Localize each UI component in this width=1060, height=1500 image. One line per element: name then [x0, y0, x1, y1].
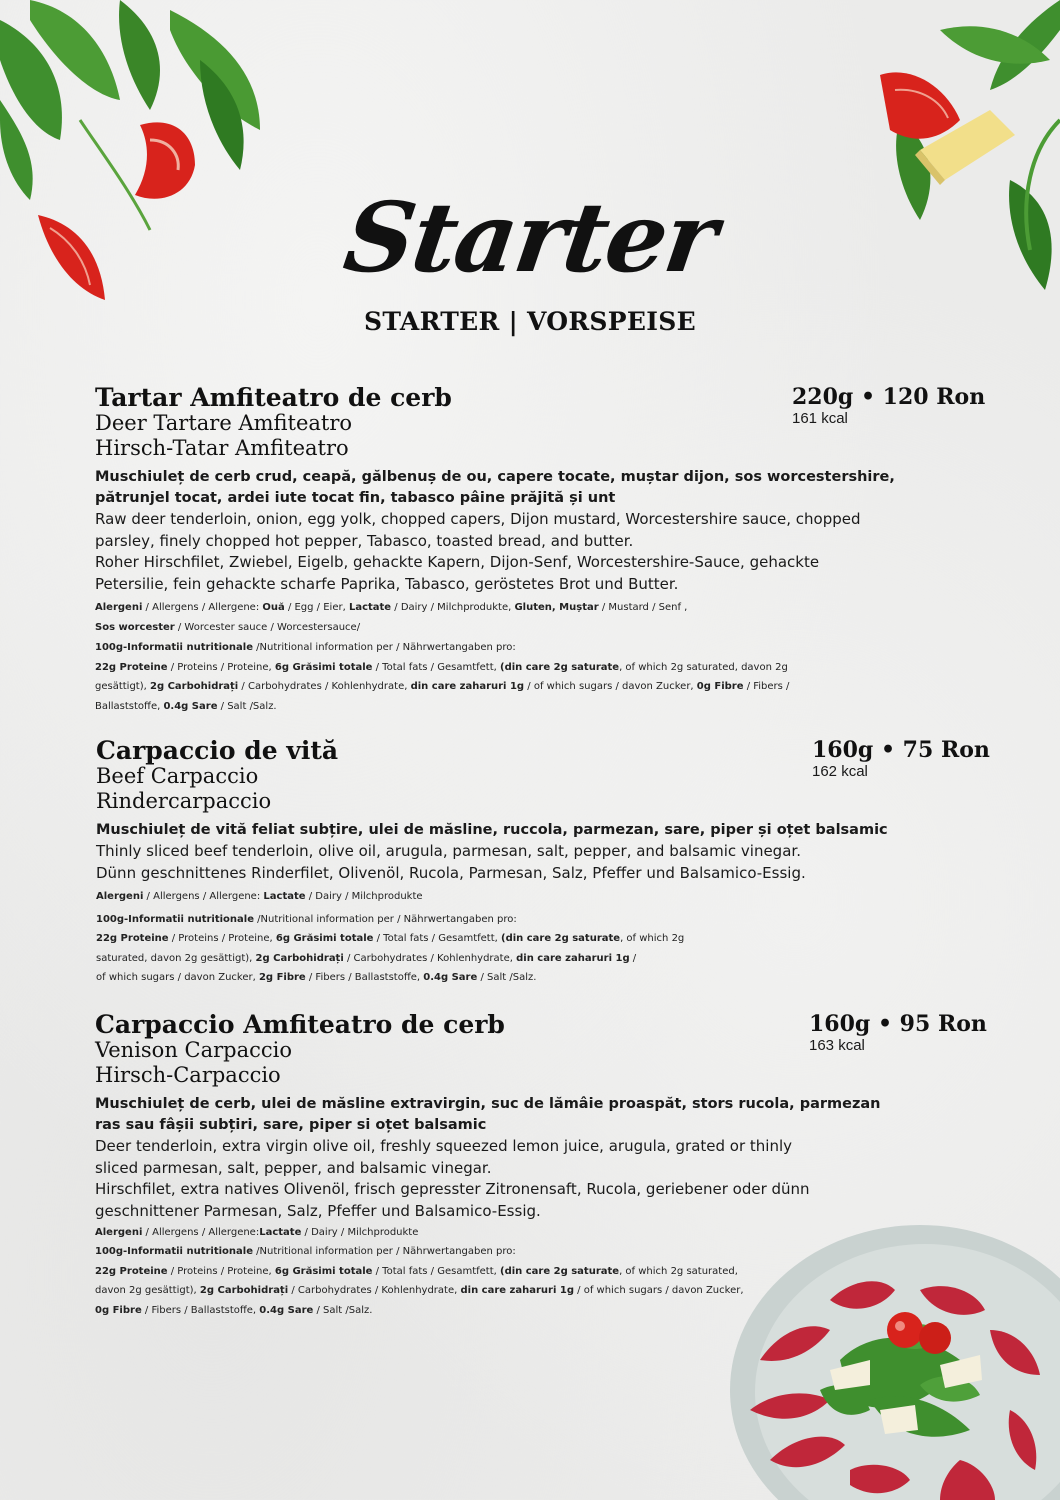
meta-bold-text: 0g Fibre — [95, 1304, 142, 1316]
item-name-ro: Tartar Amfiteatro de cerb — [95, 383, 452, 412]
meta-text: /Nutritional information per / Nährwertangaben pro: — [253, 1246, 516, 1257]
meta-text: / Allergens / Allergene: — [142, 602, 263, 613]
meta-text: / Total fats / Gesamtfett, — [372, 1265, 500, 1277]
meta-text: / Carbohydrates / Kohlenhydrate, — [238, 681, 411, 693]
meta-line — [95, 658, 975, 678]
meta-text: davon 2g gesättigt), — [95, 1285, 200, 1297]
meta-text: / Proteins / Proteine, — [167, 1265, 275, 1277]
meta-text: / Salt /Salz. — [217, 700, 277, 712]
meta-text: / Dairy / Milchprodukte — [301, 1227, 419, 1238]
meta-bold-text: din care zaharuri 1g — [516, 952, 630, 964]
meta-bold-text: 6g Grăsimi totale — [275, 933, 374, 945]
meta-text: Ballaststoffe, — [95, 700, 164, 712]
meta-bold-text: 22g Proteine — [95, 1265, 168, 1277]
item-price: 220g • 120 Ron — [792, 384, 986, 410]
meta-text: / Worcester sauce / Worcestersauce/ — [174, 621, 361, 633]
meta-text: /Nutritional information per / Nährwertangaben pro: — [254, 913, 517, 925]
meta-text: / Carbohydrates / Kohlenhydrate, — [343, 952, 517, 964]
item-description-de: Hirschfilet, extra natives Olivenöl, frisch gepresster Zitronensaft, Rucola, geriebener oder dünn geschnittener Parmesan, Salz, Pfeffer und Balsamico-Essig. — [95, 1180, 810, 1220]
meta-bold-text: Ouă — [262, 602, 285, 613]
meta-line — [96, 929, 976, 949]
meta-bold-text: (din care 2g saturate — [500, 1265, 620, 1277]
item-nutrition — [96, 910, 976, 988]
meta-line — [96, 910, 976, 930]
meta-line — [95, 638, 975, 658]
item-name-ro: Carpaccio de vită — [96, 736, 339, 765]
meta-bold-text: Lactate — [259, 1227, 302, 1238]
meta-bold-text: 2g Carbohidrați — [150, 681, 239, 693]
meta-line — [96, 968, 976, 988]
item-name-de: Hirsch-Tatar Amfiteatro — [95, 436, 349, 460]
meta-line — [95, 1281, 975, 1301]
meta-text: of which sugars / davon Zucker, — [96, 972, 259, 984]
meta-text: , of which 2g saturated, davon 2g — [619, 661, 788, 673]
item-price: 160g • 75 Ron — [812, 737, 990, 763]
meta-line — [95, 1301, 975, 1321]
meta-bold-text: Lactate — [263, 891, 306, 902]
item-price: 160g • 95 Ron — [809, 1011, 987, 1037]
meta-text: / Salt /Salz. — [313, 1304, 373, 1316]
item-price-box — [792, 384, 985, 427]
meta-bold-text: 6g Grăsimi totale — [274, 1265, 373, 1277]
meta-line — [95, 1262, 975, 1282]
page-subtitle: STARTER | VORSPEISE — [364, 307, 696, 336]
meta-line — [96, 949, 976, 969]
meta-bold-text: Lactate — [348, 602, 392, 613]
meta-text: / Mustard / Senf , — [598, 602, 688, 613]
item-price-box — [812, 737, 990, 780]
item-description-en: Thinly sliced beef tenderloin, olive oil, arugula, parmesan, salt, pepper, and balsamic vinegar. — [96, 842, 801, 860]
meta-bold-text: 100g-Informatii nutritionale — [96, 913, 254, 925]
meta-bold-text: 0.4g Sare — [163, 700, 218, 712]
item-description-en: Raw deer tenderloin, onion, egg yolk, chopped capers, Dijon mustard, Worcestershire sauce, chopped parsley, finely chopped hot pepper, Tabasco, toasted bread, and butter. — [95, 510, 861, 550]
item-name-de: Rindercarpaccio — [96, 789, 272, 813]
item-description-de: Roher Hirschfilet, Zwiebel, Eigelb, gehackte Kapern, Dijon-Senf, Worcestershire-Sauce, gehackte Petersilie, fein gehackte scharfe Paprika, Tabasco, geröstetes Brot und Butter. — [95, 553, 820, 593]
meta-bold-text: 22g Proteine — [96, 933, 169, 945]
item-name-en: Beef Carpaccio — [96, 764, 259, 788]
meta-text: / Fibers / — [743, 681, 790, 693]
meta-text: / Total fats / Gesamtfett, — [373, 933, 501, 945]
meta-bold-text: (din care 2g saturate — [500, 661, 620, 673]
meta-bold-text: 100g-Informatii nutritionale — [95, 642, 253, 654]
meta-bold-text: Alergeni — [95, 1227, 143, 1238]
item-description-de: Dünn geschnittenes Rinderfilet, Olivenöl, Rucola, Parmesan, Salz, Pfeffer und Balsamico-Essig. — [96, 863, 806, 882]
meta-text: / Fibers / Ballaststoffe, — [141, 1304, 260, 1316]
item-name-ro: Carpaccio Amfiteatro de cerb — [95, 1010, 505, 1039]
item-allergens — [95, 598, 975, 637]
item-allergens — [96, 887, 976, 907]
meta-bold-text: Alergeni — [95, 602, 143, 613]
meta-bold-text: din care zaharuri 1g — [410, 681, 525, 693]
meta-text: / Proteins / Proteine, — [167, 661, 275, 673]
meta-text: / of which sugars / davon Zucker, — [524, 681, 697, 693]
meta-text: / Allergens / Allergene: — [143, 891, 264, 902]
meta-bold-text: Gluten, Muștar — [514, 602, 599, 613]
item-nutrition — [95, 638, 975, 716]
meta-bold-text: 22g Proteine — [95, 661, 168, 673]
meta-line — [95, 618, 975, 638]
item-kcal: 163 kcal — [809, 1037, 865, 1054]
item-allergens — [95, 1224, 975, 1242]
meta-bold-text: 2g Fibre — [258, 972, 306, 984]
item-price-box — [809, 1011, 987, 1054]
meta-text: , of which 2g saturated, — [619, 1265, 738, 1277]
menu-item-tartar — [95, 383, 986, 717]
item-kcal: 162 kcal — [812, 763, 868, 780]
meta-line — [95, 677, 975, 697]
meta-bold-text: 0.4g Sare — [423, 972, 478, 984]
meta-text: , of which 2g — [620, 933, 685, 945]
meta-text: /Nutritional information per / Nährwertangaben pro: — [253, 642, 516, 654]
meta-bold-text: 6g Grăsimi totale — [274, 661, 373, 673]
meta-text: / of which sugars / davon Zucker, — [574, 1285, 744, 1297]
meta-text: / Allergens / Allergene: — [142, 1227, 260, 1238]
item-description-ro: Muschiuleț de cerb crud, ceapă, gălbenuș de ou, capere tocate, muștar dijon, sos worcestershire, pătrunjel tocat, ardei iute tocat fin, tabasco pâine prăjită și unt — [95, 469, 895, 506]
meta-bold-text: din care zaharuri 1g — [460, 1285, 574, 1297]
item-nutrition — [95, 1242, 975, 1320]
menu-item-venison-carpaccio — [95, 1010, 987, 1320]
meta-bold-text: 2g Carbohidrați — [255, 952, 344, 964]
meta-bold-text: Sos worcester — [95, 621, 175, 633]
item-kcal: 161 kcal — [792, 410, 848, 427]
menu-item-beef-carpaccio — [96, 736, 990, 988]
meta-text: / Dairy / Milchprodukte, — [391, 602, 515, 613]
page-script-title: Starter — [337, 181, 723, 294]
meta-text: / Proteins / Proteine, — [168, 933, 276, 945]
meta-line — [95, 697, 975, 717]
meta-line — [95, 598, 975, 618]
meta-bold-text: Alergeni — [96, 891, 144, 902]
meta-text: saturated, davon 2g gesättigt), — [96, 952, 256, 964]
item-name-en: Deer Tartare Amfiteatro — [95, 411, 353, 435]
meta-text: / Fibers / Ballaststoffe, — [305, 972, 424, 984]
meta-bold-text: 0.4g Sare — [259, 1304, 314, 1316]
item-name-de: Hirsch-Carpaccio — [95, 1063, 281, 1087]
meta-line — [96, 887, 976, 907]
meta-text: / Dairy / Milchprodukte — [305, 891, 423, 902]
meta-bold-text: (din care 2g saturate — [501, 933, 621, 945]
item-name-en: Venison Carpaccio — [95, 1038, 292, 1062]
meta-text: / Total fats / Gesamtfett, — [372, 661, 500, 673]
meta-bold-text: 2g Carbohidrați — [199, 1285, 289, 1297]
meta-line — [95, 1242, 975, 1262]
meta-bold-text: 0g Fibre — [696, 681, 744, 693]
meta-text: / Egg / Eier, — [284, 602, 349, 613]
meta-line — [95, 1224, 975, 1242]
meta-text: / Salt /Salz. — [477, 972, 537, 984]
item-description-ro: Muschiuleț de cerb, ulei de măsline extravirgin, suc de lămâie proaspăt, stors rucola, parmezan ras sau fâșii subțiri, sare, piper si oțet balsamic — [95, 1096, 881, 1133]
meta-text: gesättigt), — [95, 681, 150, 693]
meta-bold-text: 100g-Informatii nutritionale — [95, 1246, 253, 1257]
item-description-en: Deer tenderloin, extra virgin olive oil, freshly squeezed lemon juice, arugula, grated or thinly sliced parmesan, salt, pepper, and balsamic vinegar. — [95, 1137, 793, 1177]
item-description-ro: Muschiuleț de vită feliat subțire, ulei de măsline, ruccola, parmezan, sare, piper și oțet balsamic — [96, 822, 888, 838]
meta-text: / Carbohydrates / Kohlenhydrate, — [288, 1285, 461, 1297]
meta-text: / — [629, 952, 637, 964]
